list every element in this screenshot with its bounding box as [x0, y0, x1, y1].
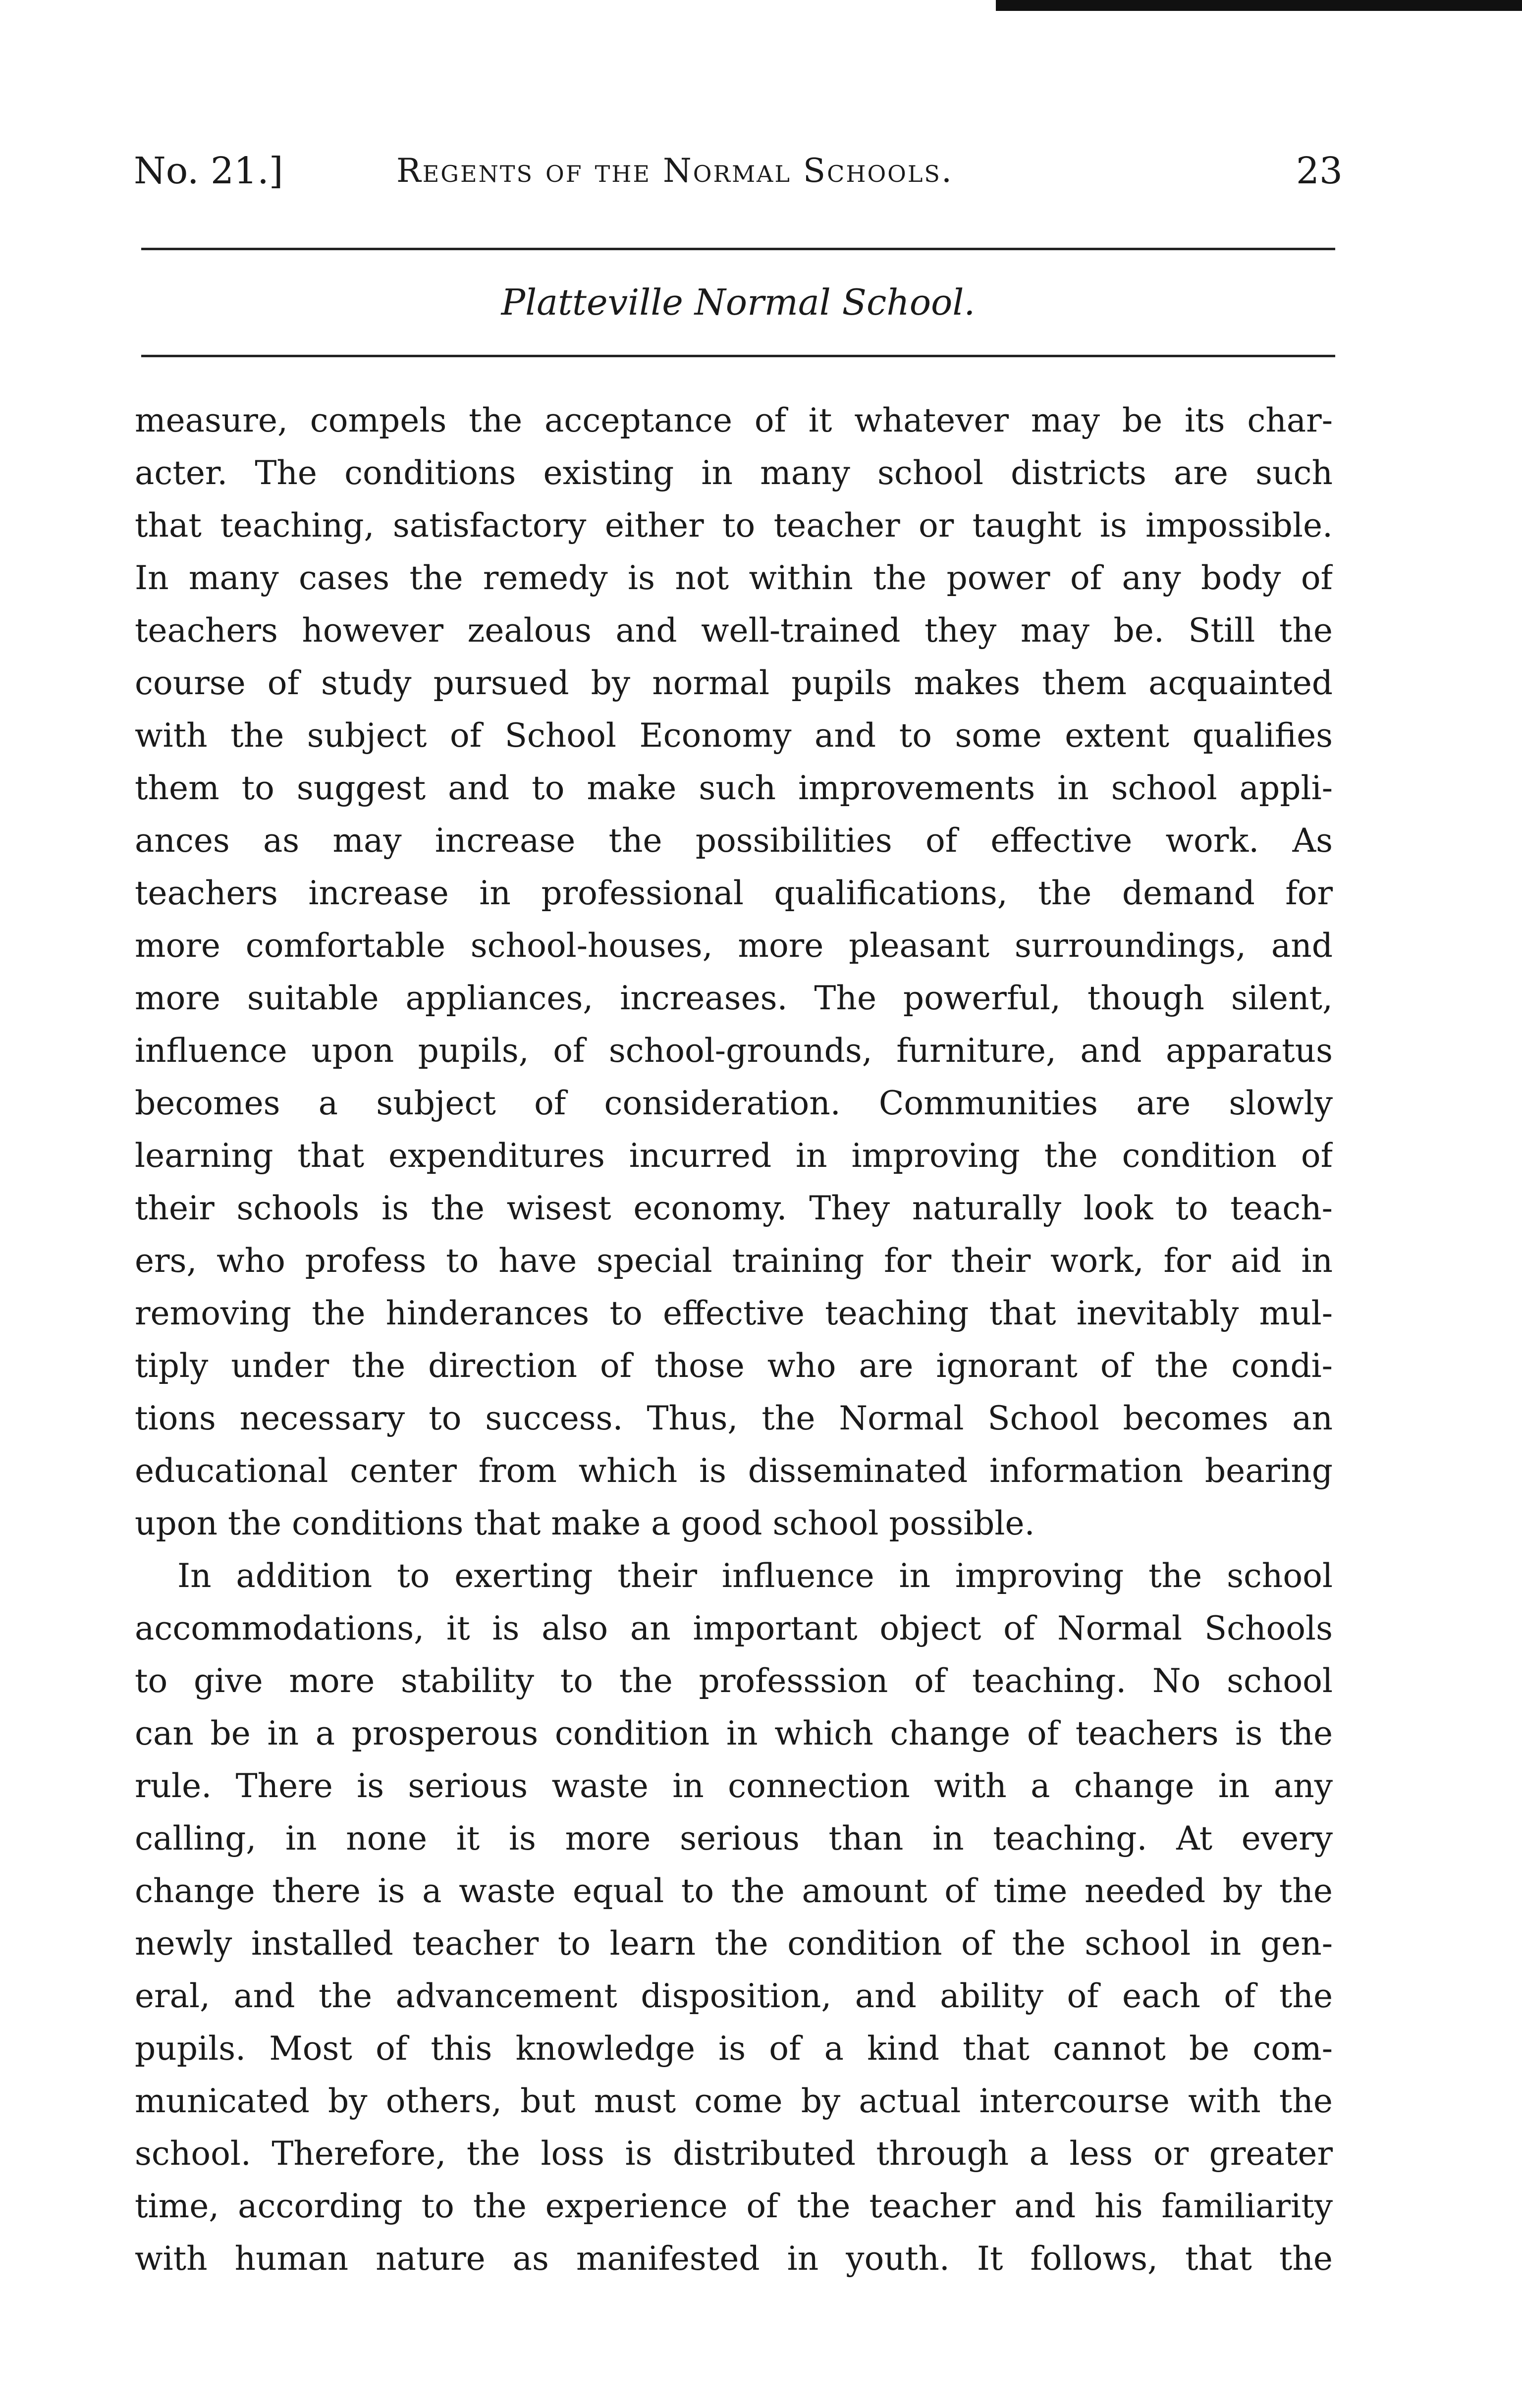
text-line: course of study pursued by normal pupils makes them acquainted — [135, 664, 1333, 702]
top-edge-rule — [996, 0, 1522, 11]
text-line: removing the hinderances to effective teaching that inevitably mul- — [135, 1294, 1333, 1332]
section-title: Platteville Normal School. — [501, 281, 976, 323]
text-line: change there is a waste equal to the amount of time needed by the — [135, 1872, 1333, 1910]
text-line: learning that expenditures incurred in improving the condition of — [135, 1137, 1333, 1175]
text-line: to give more stability to the professsion of teaching. No school — [135, 1662, 1333, 1700]
text-line: more suitable appliances, increases. The powerful, though silent, — [135, 979, 1333, 1017]
paragraph-start-line: In addition to exerting their influence in improving the school — [177, 1557, 1333, 1595]
text-line: tiply under the direction of those who are ignorant of the condi- — [135, 1347, 1333, 1385]
text-line: school. Therefore, the loss is distributed through a less or greater — [135, 2134, 1333, 2173]
text-line: becomes a subject of consideration. Communities are slowly — [135, 1084, 1333, 1122]
text-line: that teaching, satisfactory either to teacher or taught is impossible. — [135, 506, 1333, 545]
running-title: Regents of the Normal Schools. — [396, 152, 953, 190]
section-rule — [141, 355, 1335, 357]
text-line: with the subject of School Economy and to some extent qualifies — [135, 716, 1333, 755]
text-line: can be in a prosperous condition in which change of teachers is the — [135, 1714, 1333, 1752]
running-header — [134, 144, 1343, 198]
text-line: newly installed teacher to learn the condition of the school in gen- — [135, 1924, 1333, 1963]
text-line: measure, compels the acceptance of it whatever may be its char- — [135, 401, 1333, 439]
text-line: municated by others, but must come by actual intercourse with the — [135, 2082, 1333, 2120]
page-number: 23 — [1296, 150, 1343, 192]
text-line: more comfortable school-houses, more pleasant surroundings, and — [135, 927, 1333, 965]
text-line: teachers increase in professional qualifications, the demand for — [135, 874, 1333, 912]
text-line: In many cases the remedy is not within the power of any body of — [135, 559, 1333, 597]
paragraph-end-line: upon the conditions that make a good school possible. — [135, 1504, 1035, 1542]
text-line: accommodations, it is also an important object of Normal Schools — [135, 1609, 1333, 1647]
text-line: rule. There is serious waste in connection with a change in any — [135, 1767, 1333, 1805]
header-rule — [141, 248, 1335, 250]
text-line: tions necessary to success. Thus, the Normal School becomes an — [135, 1399, 1333, 1437]
text-line: pupils. Most of this knowledge is of a kind that cannot be com- — [135, 2029, 1333, 2068]
text-line: calling, in none it is more serious than in teaching. At every — [135, 1819, 1333, 1858]
body-text — [135, 394, 1333, 2285]
text-line: them to suggest and to make such improvements in school appli- — [135, 769, 1333, 807]
text-line: eral, and the advancement disposition, and ability of each of the — [135, 1977, 1333, 2015]
text-line: ances as may increase the possibilities of effective work. As — [135, 821, 1333, 860]
text-line: with human nature as manifested in youth. It follows, that the — [135, 2240, 1333, 2278]
text-line: teachers however zealous and well-trained they may be. Still the — [135, 611, 1333, 650]
text-line: ers, who profess to have special training for their work, for aid in — [135, 1242, 1333, 1280]
text-line: time, according to the experience of the teacher and his familiarity — [135, 2187, 1333, 2225]
text-line: their schools is the wisest economy. They naturally look to teach- — [135, 1189, 1333, 1227]
text-line: acter. The conditions existing in many school districts are such — [135, 454, 1333, 492]
text-line: influence upon pupils, of school-grounds, furniture, and apparatus — [135, 1032, 1333, 1070]
document-number: No. 21.] — [134, 150, 283, 192]
text-line: educational center from which is disseminated information bearing — [135, 1452, 1333, 1490]
